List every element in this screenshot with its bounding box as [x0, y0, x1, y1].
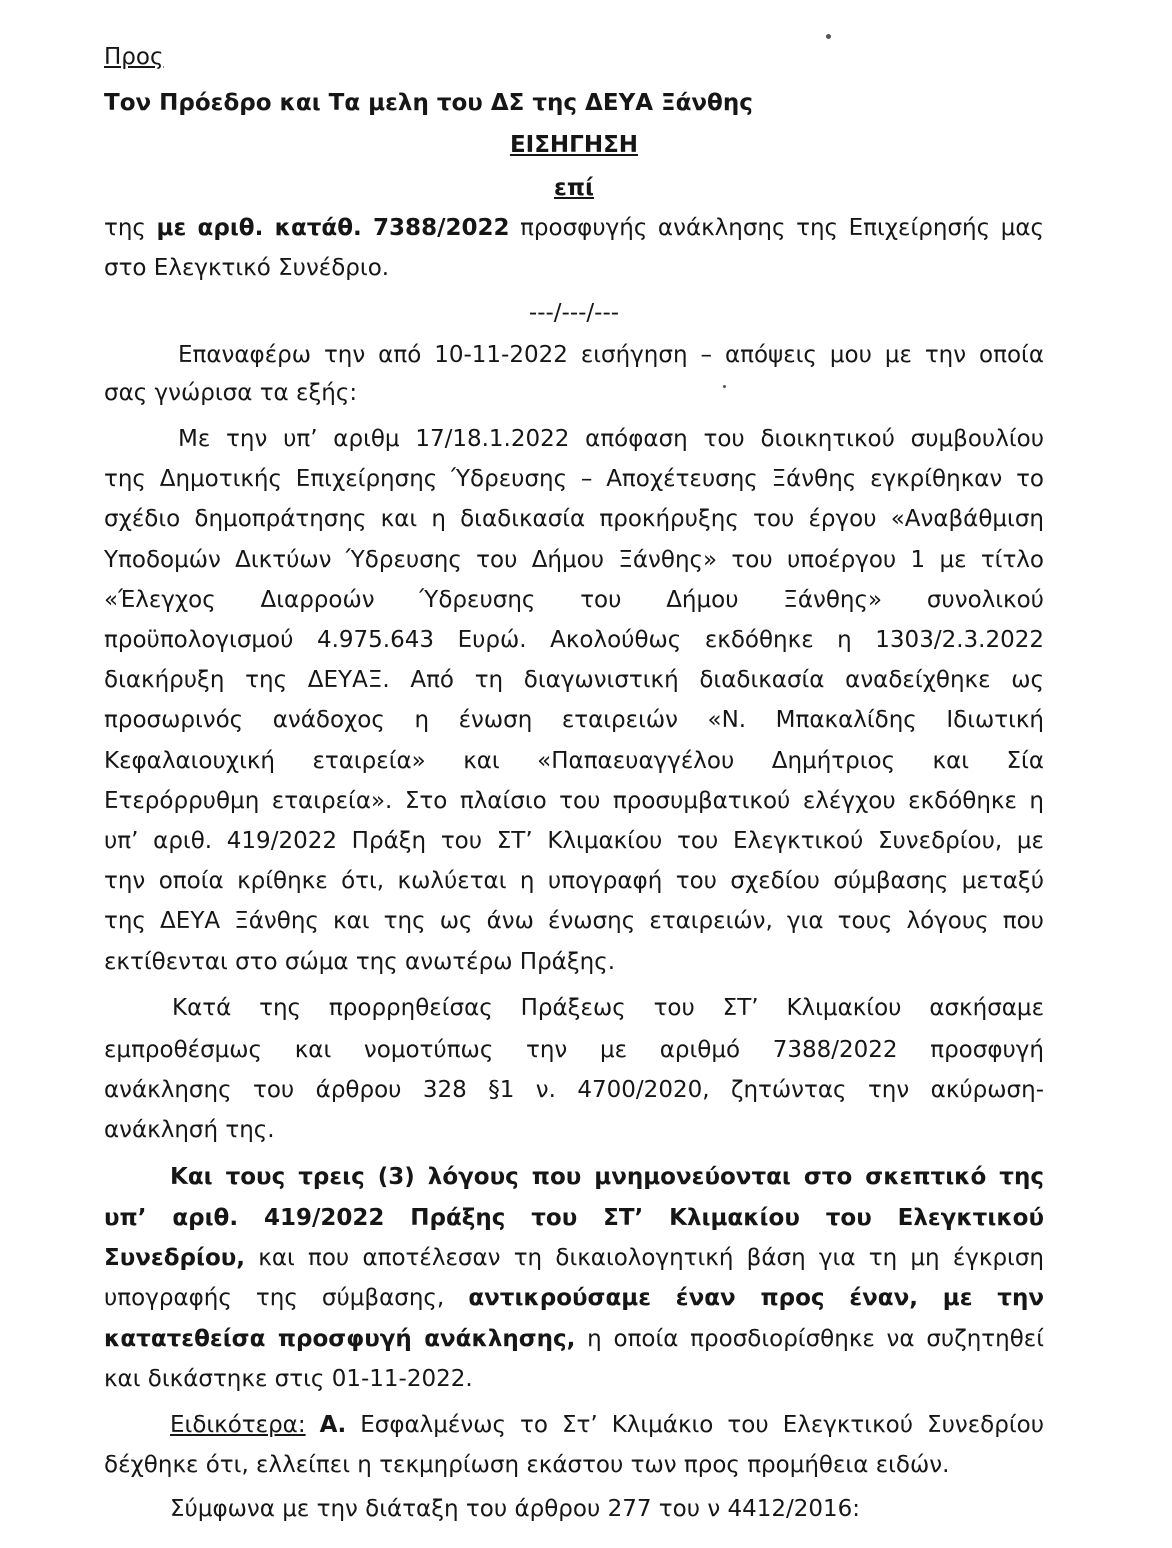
- subject-line-2: στο Ελεγκτικό Συνέδριο.: [104, 255, 390, 281]
- paragraph-2-line: Υποδομών Δικτύων Ύδρευσης του Δήμου Ξάνθης» του υποέργου 1 με τίτλο: [104, 547, 1044, 573]
- paragraph-4-line: υπογραφής της σύμβασης, αντικρούσαμε έναν προς έναν, με την: [104, 1285, 1044, 1311]
- paragraph-4-line: και δικάστηκε στις 01-11-2022.: [104, 1366, 473, 1392]
- paragraph-3-line: εμπροθέσμως και νομοτύπως την με αριθμό 7388/2022 προσφυγή: [104, 1037, 1044, 1063]
- paragraph-5-line: δέχθηκε ότι, ελλείπει η τεκμηρίωση εκάστου των προς προμήθεια ειδών.: [104, 1452, 950, 1478]
- recipient-prefix: Προς: [104, 44, 164, 70]
- paragraph-2-line: την οποία κρίθηκε ότι, κωλύεται η υπογραφή του σχεδίου σύμβασης μεταξύ: [104, 868, 1044, 894]
- paragraph-4-line: Συνεδρίου, και που αποτέλεσαν τη δικαιολογητική βάση για τη μη έγκριση: [104, 1245, 1044, 1271]
- paragraph-2-line: σχέδιο δημοπράτησης και η διαδικασία προκήρυξης του έργου «Αναβάθμιση: [104, 506, 1044, 532]
- addressee-line: Τον Πρόεδρο και Τα μελη του ΔΣ της ΔΕΥΑ Ξάνθης: [104, 90, 753, 116]
- paragraph-3-line: Κατά της προρρηθείσας Πράξεως του ΣΤ’ Κλιμακίου ασκήσαμε: [172, 995, 1044, 1021]
- scan-speck: [826, 34, 831, 39]
- paragraph-3-line: ανάκλησης του άρθρου 328 §1 ν. 4700/2020, ζητώντας την ακύρωση-: [104, 1077, 1044, 1103]
- title-preposition: επί: [554, 175, 594, 201]
- paragraph-2-line: Κεφαλαιουχική εταιρεία» και «Παπαευαγγέλου Δημήτριος και Σία: [104, 748, 1044, 774]
- paragraph-2-line: Με την υπ’ αριθμ 17/18.1.2022 απόφαση του διοικητικού συμβουλίου: [178, 426, 1044, 452]
- paragraph-1-line: σας γνώρισα τα εξής:: [104, 380, 358, 406]
- paragraph-2-line: της ΔΕΥΑ Ξάνθης και της ως άνω ένωσης εταιρειών, για τους λόγους που: [104, 908, 1044, 934]
- paragraph-4-line: κατατεθείσα προσφυγή ανάκλησης, η οποία προσδιορίσθηκε να συζητηθεί: [104, 1326, 1044, 1352]
- paragraph-2-line: «Έλεγχος Διαρροών Ύδρευσης του Δήμου Ξάνθης» συνολικού: [104, 587, 1044, 613]
- scan-speck: [723, 385, 726, 388]
- paragraph-3-line: ανάκλησή της.: [104, 1117, 275, 1143]
- paragraph-2-line: προϋπολογισμού 4.975.643 Ευρώ. Ακολούθως εκδόθηκε η 1303/2.3.2022: [104, 627, 1044, 653]
- paragraph-4-line: Και τους τρεις (3) λόγους που μνημονεύονται στο σκεπτικό της: [170, 1164, 1044, 1190]
- paragraph-2-line: προσωρινός ανάδοχος η ένωση εταιρειών «Ν. Μπακαλίδης Ιδιωτική: [104, 707, 1044, 733]
- paragraph-2-line: υπ’ αριθ. 419/2022 Πράξη του ΣΤ’ Κλιμακίου του Ελεγκτικού Συνεδρίου, με: [104, 828, 1044, 854]
- paragraph-4-line: υπ’ αριθ. 419/2022 Πράξης του ΣΤ’ Κλιμακίου του Ελεγκτικού: [104, 1205, 1044, 1231]
- subject-line-1: της με αριθ. κατάθ. 7388/2022 προσφυγής ανάκλησης της Επιχείρησής μας: [104, 215, 1044, 241]
- paragraph-2-line: Ετερόρρυθμη εταιρεία». Στο πλαίσιο του προσυμβατικού ελέγχου εκδόθηκε η: [104, 788, 1044, 814]
- document-title: ΕΙΣΗΓΗΣΗ: [509, 132, 639, 158]
- paragraph-1-line: Επαναφέρω την από 10-11-2022 εισήγηση – απόψεις μου με την οποία: [178, 342, 1044, 368]
- separator: ---/---/---: [528, 300, 620, 326]
- paragraph-5-line: Ειδικότερα: Α. Εσφαλμένως το Στ’ Κλιμάκιο του Ελεγκτικού Συνεδρίου: [170, 1412, 1044, 1438]
- paragraph-2-line: διακήρυξη της ΔΕΥΑΞ. Από τη διαγωνιστική διαδικασία αναδείχθηκε ως: [104, 667, 1044, 693]
- paragraph-2-line: της Δημοτικής Επιχείρησης Ύδρευσης – Αποχέτευσης Ξάνθης εγκρίθηκαν το: [104, 466, 1044, 492]
- paragraph-2-line: εκτίθενται στο σώμα της ανωτέρω Πράξης.: [104, 949, 616, 975]
- paragraph-6-line: Σύμφωνα με την διάταξη του άρθρου 277 του ν 4412/2016:: [170, 1496, 861, 1522]
